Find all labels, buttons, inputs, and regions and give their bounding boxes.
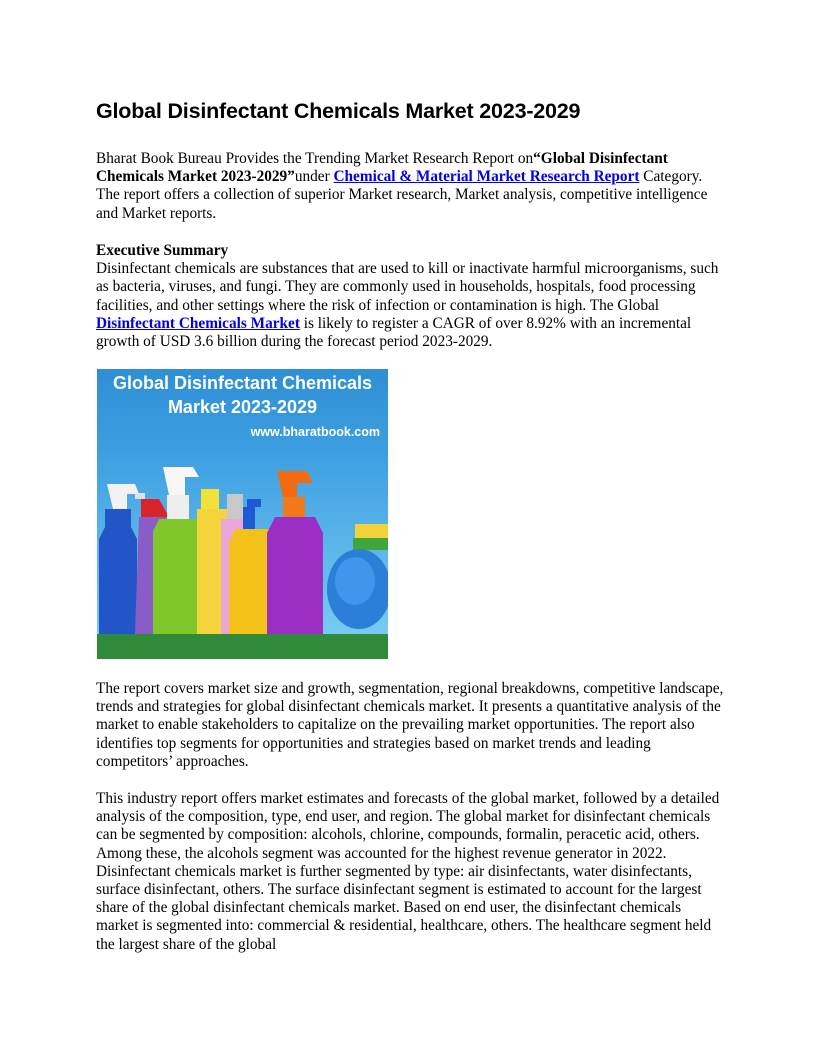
page-title: Global Disinfectant Chemicals Market 2023-2029 <box>96 99 581 123</box>
intro-text-after: Category. The report offers a collection of superior Market research, Market analysis, competitive intelligence and Market reports. <box>96 168 708 222</box>
intro-paragraph <box>96 150 726 223</box>
intro-text-before: Bharat Book Bureau Provides the Trending Market Research Report on <box>96 150 534 167</box>
market-link[interactable]: Disinfectant Chemicals Market <box>96 314 300 332</box>
banner-url: www.bharatbook.com <box>250 425 380 439</box>
purple-bottle-icon <box>267 517 323 634</box>
executive-summary-heading: Executive Summary <box>96 242 229 259</box>
disinfectant-bottles-illustration <box>97 449 388 659</box>
banner-title: Global Disinfectant Chemicals Market 2023-2029 <box>112 373 373 417</box>
market-coverage-paragraph: The report covers market size and growth, segmentation, regional breakdowns, competitive landscape, trends and strategies for global disinfectant chemicals market. It presents a quantitative analysis of the market to enable stakeholders to capitalize on the prevailing market opportunities. The report also identifies top segments for opportunities and strategies based on market trends and leading competitors’ approaches. <box>96 680 724 770</box>
intro-text-under: under <box>294 168 334 186</box>
executive-summary-text-before: Disinfectant chemicals are substances that are used to kill or inactivate harmful microorganisms, such as bacteria, viruses, and fungi. They are commonly used in households, hospitals, food processing facilities, and other settings where the risk of infection or contamination is high. The Global <box>96 260 719 314</box>
sponge-icon <box>355 524 388 538</box>
segmentation-paragraph: This industry report offers market estimates and forecasts of the global market, followed by a detailed analysis of the composition, type, end user, and region. The global market for disinfectant chemicals can be segmented by composition: alcohols, chlorine, compounds, formalin, peracetic acid, others. Among these, the alcohols segment was accounted for the highest revenue generator in 2022. Disinfectant chemicals market is further segmented by type: air disinfectants, water disinfectants, surface disinfectant, others. The surface disinfectant segment is estimated to account for the largest share of the global disinfectant chemicals market. Based on end user, the disinfectant chemicals market is segmented into: commercial & residential, healthcare, others. The healthcare segment held the largest share of the global <box>96 790 720 953</box>
report-banner-image <box>97 369 388 659</box>
blue-bottle-icon <box>99 509 137 634</box>
executive-summary-text-after: is likely to register a CAGR of over 8.92% with an incremental growth of USD 3.6 billion during the forecast period 2023-2029. <box>96 314 692 351</box>
executive-summary <box>96 242 726 351</box>
category-link[interactable]: Chemical & Material Market Research Report <box>333 168 640 186</box>
banner-header <box>97 369 388 449</box>
green-mat <box>97 634 388 659</box>
report-name: “Global Disinfectant Chemicals Market 2023-2029” <box>96 150 668 186</box>
